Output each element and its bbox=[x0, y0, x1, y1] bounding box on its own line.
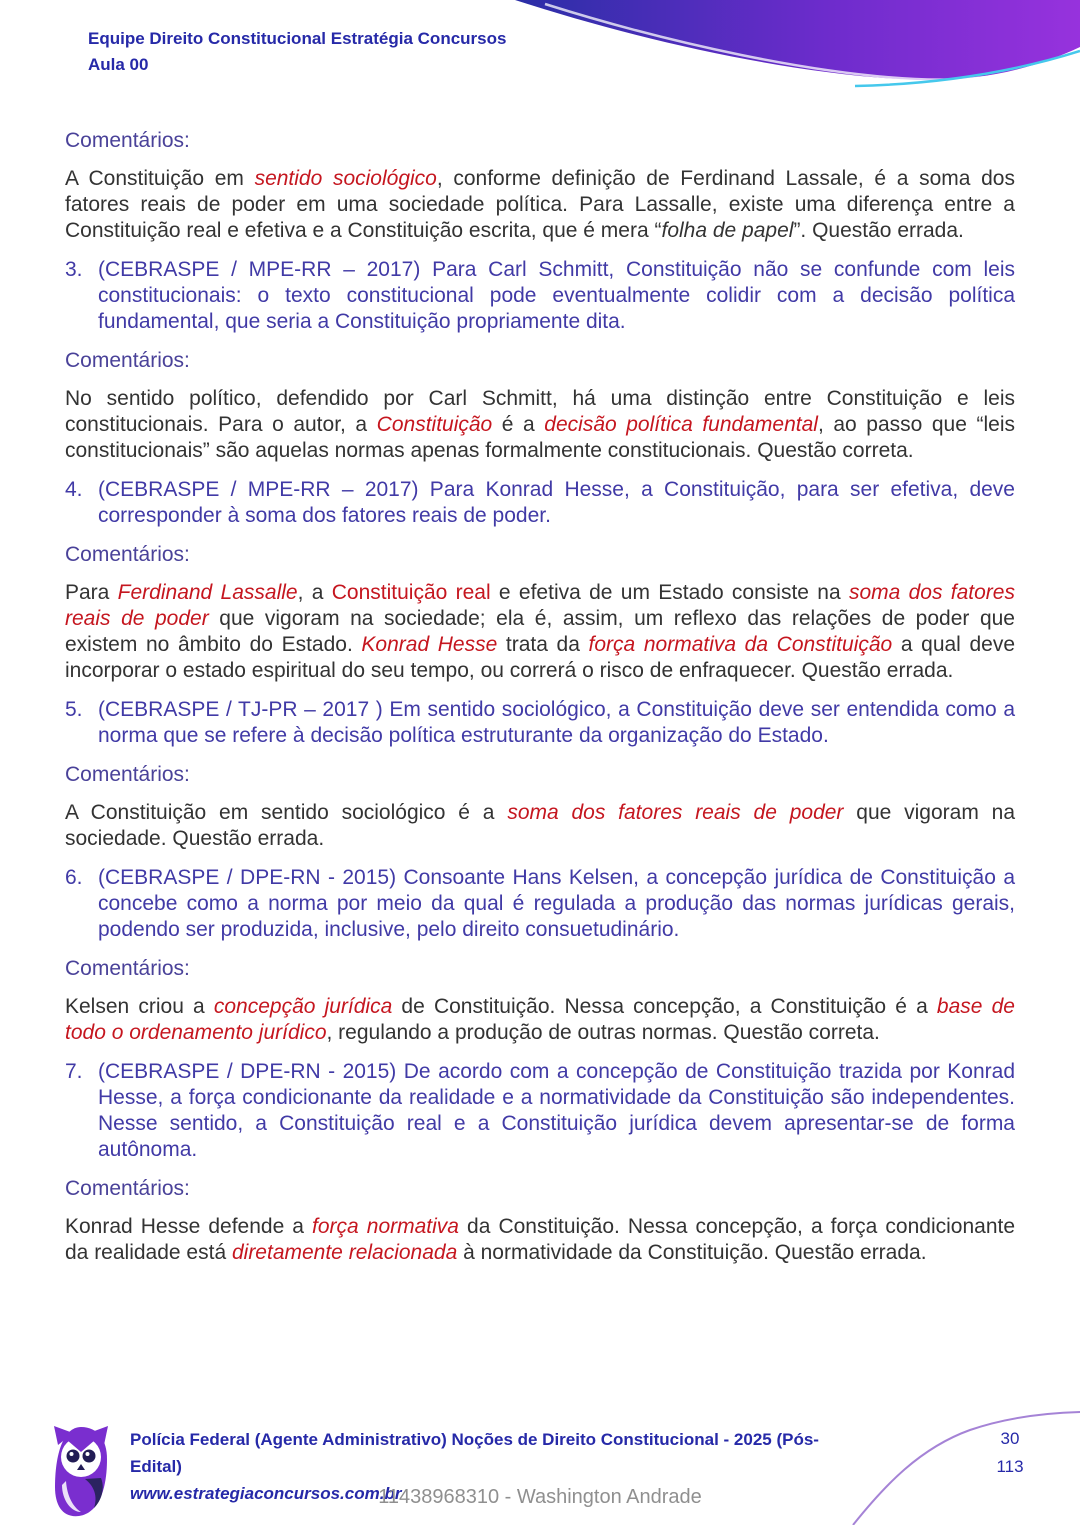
comment-paragraph bbox=[65, 800, 1015, 852]
highlighted-text-run: Constituição real bbox=[331, 581, 491, 604]
text-run: Konrad Hesse defende a bbox=[65, 1215, 313, 1238]
highlighted-text-run: Konrad Hesse bbox=[361, 633, 498, 656]
highlighted-text-run: soma dos fatores reais de poder bbox=[65, 581, 1015, 630]
question-number: 6. bbox=[65, 866, 83, 889]
highlighted-text-run: sentido sociológico bbox=[254, 167, 437, 190]
question-number: 3. bbox=[65, 258, 83, 281]
question-text: (CEBRASPE / DPE-RN - 2015) De acordo com a concepção de Constituição trazida por Konrad Hesse, a força condicionante da realidade e a normatividade da Constituição são independentes. Nesse sentido, a Constituição real e a Constituição jurídica devem apresentar-se de forma autônoma. bbox=[98, 1060, 1015, 1161]
question-item bbox=[65, 1059, 1015, 1163]
comment-paragraph bbox=[65, 386, 1015, 464]
comment-paragraph bbox=[65, 166, 1015, 244]
header-team-title: Equipe Direito Constitucional Estratégia Concursos bbox=[88, 29, 507, 48]
highlighted-text-run: força normativa da Constituição bbox=[588, 633, 893, 656]
highlighted-text-run: soma dos fatores reais de poder bbox=[507, 801, 844, 824]
question-item bbox=[65, 697, 1015, 749]
text-run: ”. Questão errada. bbox=[793, 219, 964, 242]
question-text: (CEBRASPE / MPE-RR – 2017) Para Konrad Hesse, a Constituição, para ser efetiva, deve corresponder à soma dos fatores reais de poder. bbox=[98, 478, 1015, 527]
page-header bbox=[88, 26, 506, 78]
footer-website-link[interactable]: www.estrategiaconcursos.com.br bbox=[130, 1484, 402, 1503]
user-watermark: 11438968310 - Washington Andrade bbox=[378, 1486, 702, 1508]
page-footer bbox=[0, 1400, 1080, 1525]
text-run: , regulando a produção de outras normas. Questão correta. bbox=[326, 1021, 880, 1044]
comment-paragraph bbox=[65, 580, 1015, 684]
text-run: à normatividade da Constituição. Questão errada. bbox=[457, 1241, 927, 1264]
text-run: , a bbox=[297, 581, 332, 604]
comment-label: Comentários: bbox=[65, 129, 190, 152]
question-number: 7. bbox=[65, 1060, 83, 1083]
comment-paragraph bbox=[65, 994, 1015, 1046]
text-run: que vigoram na sociedade. Questão errada. bbox=[65, 801, 1015, 850]
footer-course-title: Polícia Federal (Agente Administrativo) Noções de Direito Constitucional - 2025 (Pós-Edital) bbox=[130, 1430, 819, 1476]
header-lesson-label: Aula 00 bbox=[88, 55, 149, 74]
text-run: de Constituição. Nessa concepção, a Constituição é a bbox=[392, 995, 937, 1018]
question-number: 5. bbox=[65, 698, 83, 721]
question-text: (CEBRASPE / TJ-PR – 2017 ) Em sentido sociológico, a Constituição deve ser entendida como a norma que se refere à decisão política estruturante da organização do Estado. bbox=[98, 698, 1015, 747]
page-number-total: 113 bbox=[996, 1457, 1024, 1476]
highlighted-text-run: Constituição bbox=[376, 413, 493, 436]
question-text: (CEBRASPE / MPE-RR – 2017) Para Carl Schmitt, Constituição não se confunde com leis constitucionais: o texto constitucional pode eventualmente colidir com a decisão política fundamental, que seria a Constituição propriamente dita. bbox=[98, 258, 1015, 333]
text-run: Kelsen criou a bbox=[65, 995, 214, 1018]
text-run: , ao passo que “leis constitucionais” são aquelas normas apenas formalmente constitucionais. Questão correta. bbox=[65, 413, 1015, 462]
comment-label: Comentários: bbox=[65, 349, 190, 372]
highlighted-text-run: Ferdinand Lassalle bbox=[117, 581, 298, 604]
text-run: da Constituição. Nessa concepção, a força condicionante da realidade está bbox=[65, 1215, 1016, 1264]
comment-label: Comentários: bbox=[65, 543, 190, 566]
header-wave-decoration bbox=[515, 0, 1080, 105]
question-item bbox=[65, 865, 1015, 943]
highlighted-text-run: força normativa bbox=[312, 1215, 459, 1238]
text-run: é a bbox=[492, 413, 545, 436]
text-run: a qual deve incorporar o estado espiritual do seu tempo, ou correrá o risco de enfraquecer. Questão errada. bbox=[65, 633, 1015, 682]
highlighted-text-run: decisão política fundamental bbox=[544, 413, 818, 436]
question-number: 4. bbox=[65, 478, 83, 501]
text-run: Para bbox=[65, 581, 118, 604]
highlighted-text-run: concepção jurídica bbox=[213, 995, 393, 1018]
highlighted-text-run: base de todo o ordenamento jurídico bbox=[65, 995, 1015, 1044]
text-run: que vigoram na sociedade; ela é, assim, um reflexo das relações de poder que existem no âmbito do Estado. bbox=[65, 607, 1015, 656]
question-item bbox=[65, 257, 1015, 335]
comment-paragraph bbox=[65, 1214, 1015, 1266]
text-run: A Constituição em bbox=[65, 167, 255, 190]
text-run: trata da bbox=[497, 633, 589, 656]
comment-label: Comentários: bbox=[65, 957, 190, 980]
text-run: e efetiva de um Estado consiste na bbox=[490, 581, 849, 604]
comment-label: Comentários: bbox=[65, 763, 190, 786]
highlighted-text-run: diretamente relacionada bbox=[231, 1241, 458, 1264]
document-content bbox=[65, 128, 1015, 1279]
question-text: (CEBRASPE / DPE-RN - 2015) Consoante Hans Kelsen, a concepção jurídica de Constituição a concebe como a norma por meio da qual é regulada a produção das normas jurídicas gerais, podendo ser produzida, inclusive, pelo direito consuetudinário. bbox=[98, 866, 1015, 941]
comment-label: Comentários: bbox=[65, 1177, 190, 1200]
text-run: , conforme definição de Ferdinand Lassale, é a soma dos fatores reais de poder em uma sociedade política. Para Lassalle, existe uma diferença entre a Constituição real e efetiva e a Constituição escrita, que é mera “ bbox=[65, 167, 1015, 242]
page-number-current: 30 bbox=[1000, 1429, 1020, 1448]
page-number-block bbox=[985, 1425, 1035, 1481]
question-item bbox=[65, 477, 1015, 529]
text-run: No sentido político, defendido por Carl Schmitt, há uma distinção entre Constituição e leis constitucionais. Para o autor, a bbox=[65, 387, 1015, 436]
text-run: A Constituição em sentido sociológico é a bbox=[65, 801, 508, 824]
highlighted-text-run: folha de papel bbox=[661, 219, 794, 242]
